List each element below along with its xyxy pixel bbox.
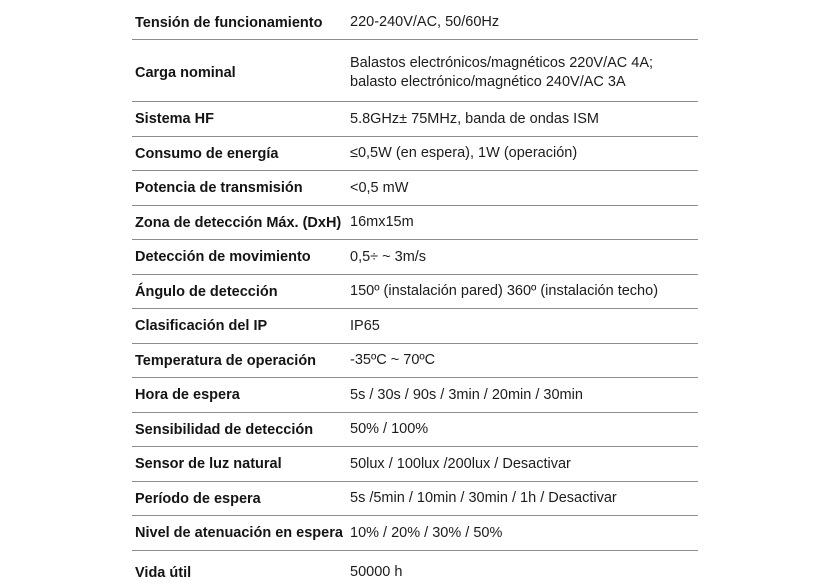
- spec-value-line: 16mx15m: [350, 214, 414, 231]
- spec-value-line: 150º (instalación pared) 360º (instalación techo): [350, 283, 659, 300]
- spec-value-line: ≤0,5W (en espera), 1W (operación): [350, 145, 578, 162]
- spec-row-detection-zone: [132, 206, 698, 241]
- spec-value-line: 5s /5min / 10min / 30min / 1h / Desactivar: [350, 490, 617, 507]
- spec-value-line: Balastos electrónicos/magnéticos 220V/AC 4A;: [350, 55, 654, 71]
- spec-row-daylight-sensor: [132, 447, 698, 482]
- spec-row-ip-rating: [132, 309, 698, 344]
- spec-label: Clasificación del IP: [135, 318, 268, 335]
- spec-row-lifetime: [132, 551, 698, 587]
- spec-label: Tensión de funcionamiento: [135, 14, 323, 31]
- spec-row-nominal-load: [132, 40, 698, 102]
- spec-row-motion-detection: [132, 240, 698, 275]
- spec-row-standby-dimming-level: [132, 516, 698, 551]
- spec-label: Hora de espera: [135, 387, 240, 404]
- spec-label: Carga nominal: [135, 65, 236, 81]
- spec-value: [350, 317, 698, 336]
- spec-label: Nivel de atenuación en espera: [135, 525, 343, 542]
- spec-value-line: 50% / 100%: [350, 421, 429, 438]
- spec-row-operating-temperature: [132, 344, 698, 379]
- spec-value: [350, 455, 698, 474]
- spec-value: [350, 179, 698, 198]
- spec-label: Temperatura de operación: [135, 352, 317, 369]
- spec-value: [350, 110, 698, 129]
- spec-value-line: 50lux / 100lux /200lux / Desactivar: [350, 455, 571, 472]
- spec-value: [350, 213, 698, 232]
- spec-value-line: balasto electrónico/magnético 240V/AC 3A: [350, 74, 626, 90]
- spec-value: [350, 351, 698, 370]
- spec-value: [350, 248, 698, 267]
- spec-value-line: 5.8GHz± 75MHz, banda de ondas ISM: [350, 110, 599, 127]
- spec-label: Sensor de luz natural: [135, 456, 282, 473]
- spec-value: [350, 144, 698, 163]
- spec-row-transmission-power: [132, 171, 698, 206]
- spec-value: [350, 563, 698, 582]
- spec-value: [350, 13, 698, 32]
- spec-value-line: 10% / 20% / 30% / 50%: [350, 524, 503, 541]
- spec-value: [350, 282, 698, 301]
- spec-value: [350, 54, 698, 92]
- spec-value: [350, 386, 698, 405]
- spec-label: Detección de movimiento: [135, 249, 311, 266]
- spec-row-standby-period: [132, 482, 698, 517]
- spec-row-hf-system: [132, 102, 698, 137]
- spec-label: Sistema HF: [135, 111, 214, 128]
- spec-value-line: 50000 h: [350, 564, 403, 580]
- spec-value: [350, 489, 698, 508]
- spec-value-line: 5s / 30s / 90s / 3min / 20min / 30min: [350, 386, 583, 403]
- spec-label: Zona de detección Máx. (DxH): [135, 214, 342, 231]
- spec-label: Sensibilidad de detección: [135, 421, 314, 438]
- spec-value-line: -35ºC ~ 70ºC: [350, 352, 436, 369]
- spec-label: Consumo de energía: [135, 145, 279, 162]
- spec-label: Vida útil: [135, 564, 192, 581]
- spec-row-hold-time: [132, 378, 698, 413]
- spec-value-line: 220-240V/AC, 50/60Hz: [350, 14, 500, 30]
- spec-label: Potencia de transmisión: [135, 180, 303, 197]
- spec-label: Período de espera: [135, 490, 261, 507]
- spec-table: [132, 0, 698, 587]
- spec-label: Ángulo de detección: [135, 283, 278, 300]
- spec-value: [350, 524, 698, 543]
- spec-value-line: <0,5 mW: [350, 179, 409, 196]
- spec-row-detection-angle: [132, 275, 698, 310]
- spec-row-operating-voltage: [132, 0, 698, 40]
- spec-value-line: 0,5÷ ~ 3m/s: [350, 248, 427, 265]
- spec-value: [350, 420, 698, 439]
- spec-row-power-consumption: [132, 137, 698, 172]
- spec-value-line: IP65: [350, 317, 380, 334]
- spec-row-detection-sensitivity: [132, 413, 698, 448]
